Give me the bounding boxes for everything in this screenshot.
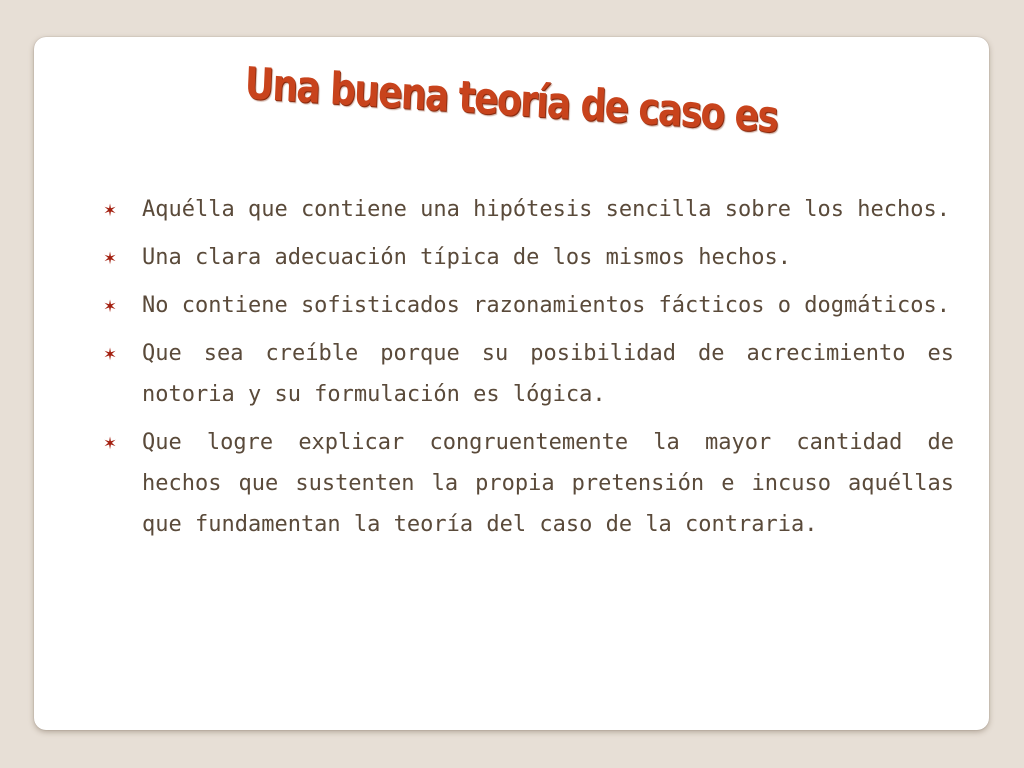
slide-card (34, 37, 989, 730)
bullet-text: Que logre explicar congruentemente la mayor cantidad de hechos que sustenten la propia pretensión e incuso aquéllas que fundamentan la teoría del caso de la contraria. (142, 430, 954, 537)
list-item (104, 422, 954, 545)
bullet-text: No contiene sofisticados razonamientos fácticos o dogmáticos. (142, 293, 950, 318)
list-item (104, 189, 954, 230)
asterisk-star-icon: ✶ (104, 293, 117, 317)
asterisk-star-icon: ✶ (104, 197, 117, 221)
bullet-text: Aquélla que contiene una hipótesis sencilla sobre los hechos. (142, 197, 950, 222)
bullet-list (104, 189, 954, 552)
asterisk-star-icon: ✶ (104, 341, 117, 365)
asterisk-star-icon: ✶ (104, 430, 117, 454)
bullet-text: Que sea creíble porque su posibilidad de acrecimiento es notoria y su formulación es lógica. (142, 341, 954, 407)
slide-title: Una buena teoría de caso es (244, 58, 779, 143)
bullet-text: Una clara adecuación típica de los mismos hechos. (142, 245, 792, 270)
list-item (104, 333, 954, 415)
list-item (104, 237, 954, 278)
list-item (104, 285, 954, 326)
title-container (34, 58, 989, 143)
asterisk-star-icon: ✶ (104, 245, 117, 269)
